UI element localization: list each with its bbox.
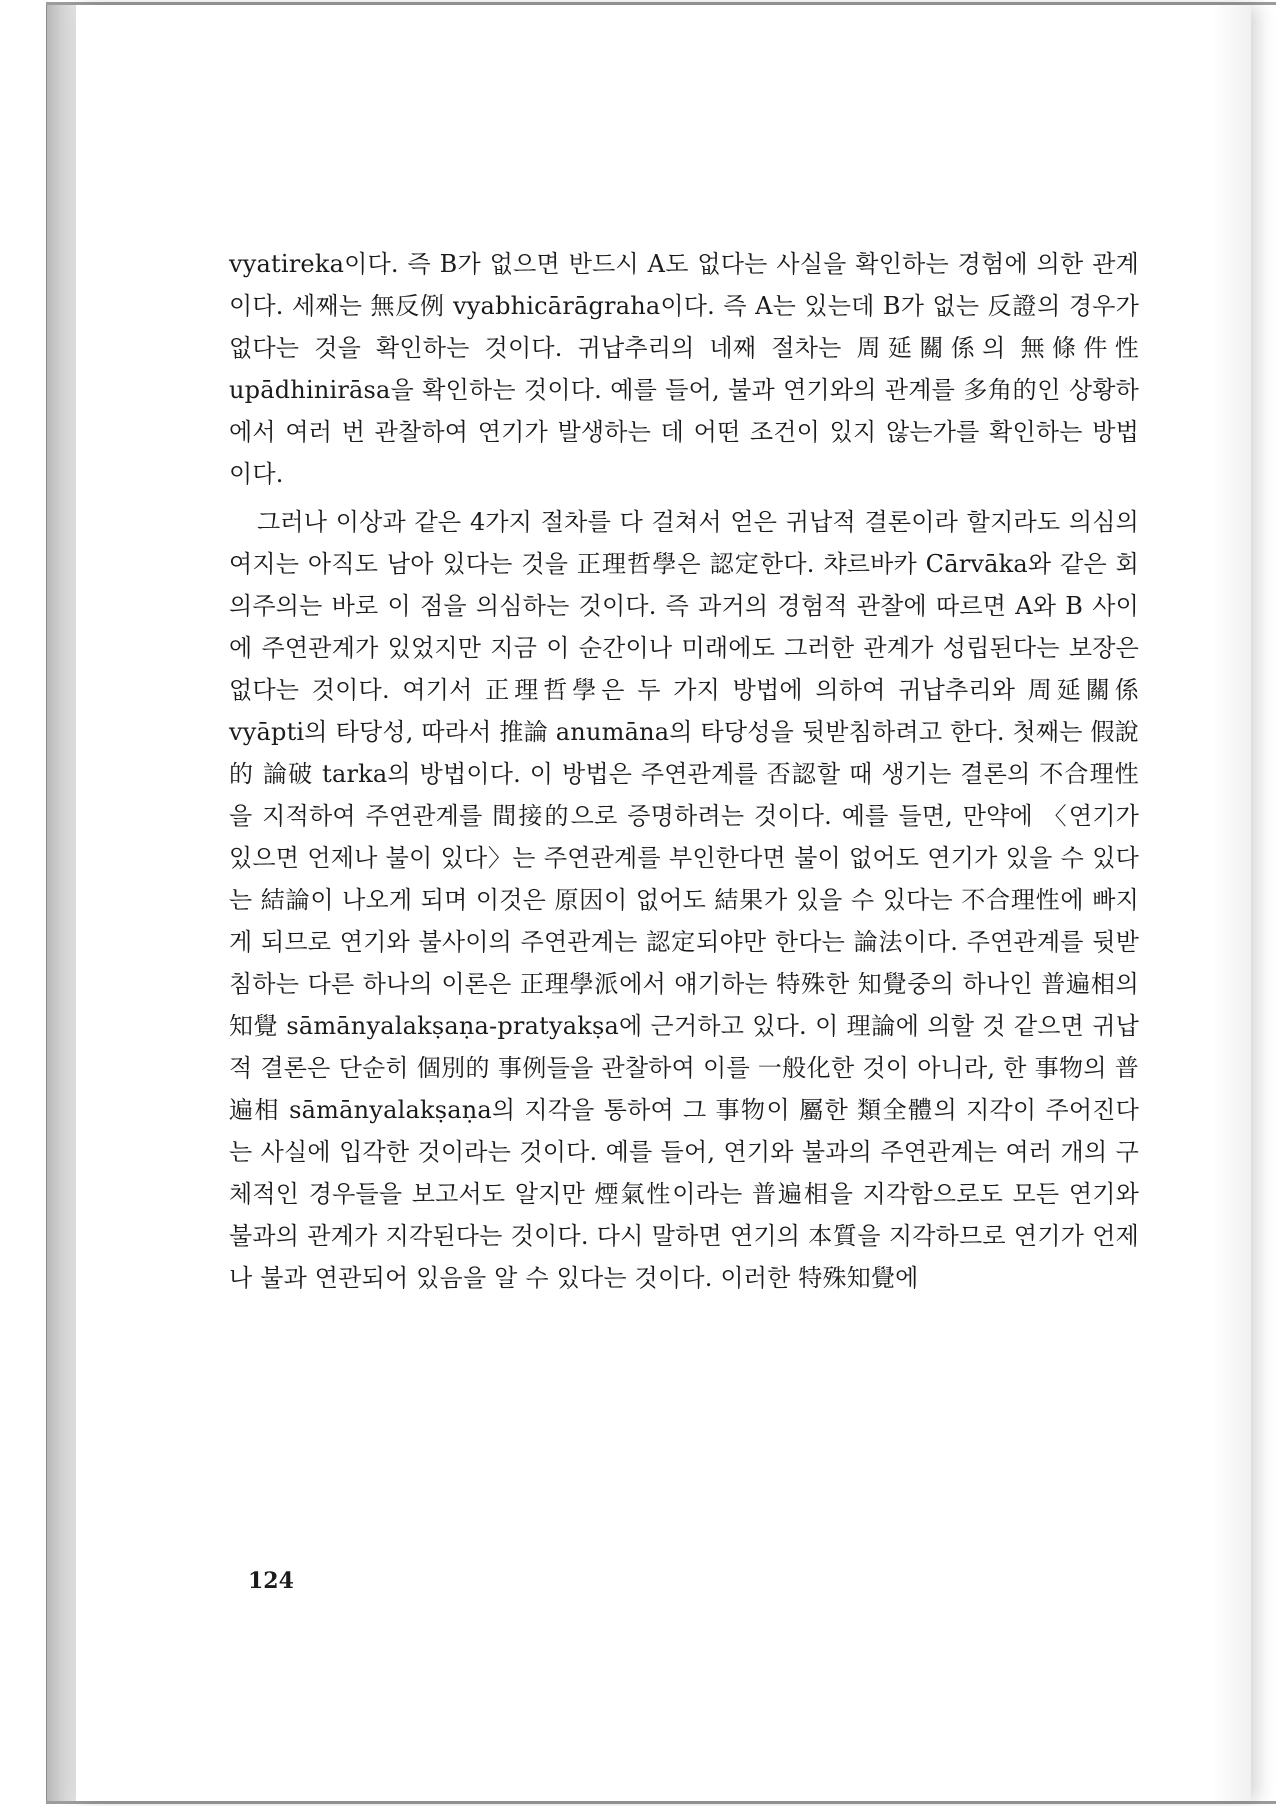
paragraph-2: 그러나 이상과 같은 4가지 절차를 다 걸쳐서 얻은 귀납적 결론이라 할지라도 의심의 여지는 아직도 남아 있다는 것을 正理哲學은 認定한다. 챠르바카 Cārvāka와 같은 회의주의는 바로 이 점을 의심하는 것이다. 즉 과거의 경험적 관찰에 따르면 A와 B 사이에 주연관계가 있었지만 지금 이 순간이나 미래에도 그러한 관계가 성립된다는 보장은 없다는 것이다. 여기서 正理哲學은 두 가지 방법에 의하여 귀납추리와 周延關係 vyāpti의 타당성, 따라서 推論 anumāna의 타당성을 뒷받침하려고 한다. 첫째는 假說的 論破 tarka의 방법이다. 이 방법은 주연관계를 否認할 때 생기는 결론의 不合理性을 지적하여 주연관계를 間接的으로 증명하려는 것이다. 예를 들면, 만약에 〈연기가 있으면 언제나 불이 있다〉는 주연관계를 부인한다면 불이 없어도 연기가 있을 수 있다는 結論이 나오게 되며 이것은 原因이 없어도 結果가 있을 수 있다는 不合理性에 빠지게 되므로 연기와 불사이의 주연관계는 認定되야만 한다는 論法이다. 주연관계를 뒷받침하는 다른 하나의 이론은 正理學派에서 얘기하는 特殊한 知覺중의 하나인 普遍相의 知覺 sāmānyalakṣaṇa-pratyakṣa에 근거하고 있다. 이 理論에 의할 것 같으면 귀납적 결론은 단순히 個別的 事例들을 관찰하여 이를 一般化한 것이 아니라, 한 事物의 普遍相 sāmānyalakṣaṇa의 지각을 통하여 그 事物이 屬한 類全體의 지각이 주어진다는 사실에 입각한 것이라는 것이다. 예를 들어, 연기와 불과의 주연관계는 여러 개의 구체적인 경우들을 보고서도 알지만 煙氣性이라는 普遍相을 지각함으로도 모든 연기와 불과의 관계가 지각된다는 것이다. 다시 말하면 연기의 本質을 지각하므로 연기가 언제나 불과 연관되어 있음을 알 수 있다는 것이다. 이러한 特殊知覺에	[229, 508, 1139, 1292]
paragraph-1: vyatireka이다. 즉 B가 없으면 반드시 A도 없다는 사실을 확인하는 경험에 의한 관계이다. 세째는 無反例 vyabhicārāgraha이다. 즉 A는 있는데 B가 없는 反證의 경우가 없다는 것을 확인하는 것이다. 귀납추리의 네째 절차는 周延關係의 無條件性 upādhinirāsa을 확인하는 것이다. 예를 들어, 불과 연기와의 관계를 多角的인 상황하에서 여러 번 관찰하여 연기가 발생하는 데 어떤 조건이 있지 않는가를 확인하는 방법이다.	[229, 250, 1139, 488]
book-bottom-edge	[46, 1801, 1276, 1804]
body-text	[229, 243, 1139, 1305]
book-spine-edge	[46, 4, 76, 1802]
page-edge-shade	[1211, 5, 1251, 1801]
page-number: 124	[248, 1568, 294, 1594]
book-page	[76, 5, 1251, 1801]
